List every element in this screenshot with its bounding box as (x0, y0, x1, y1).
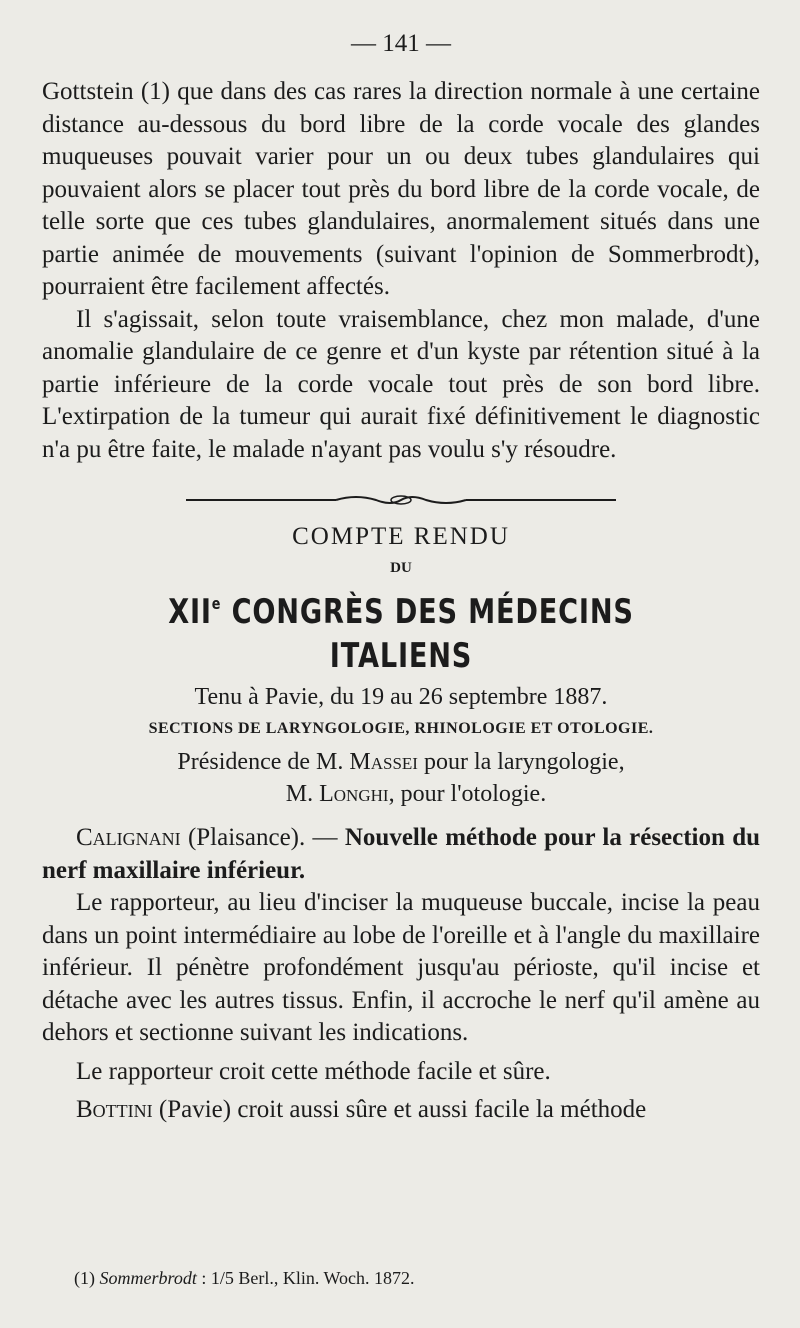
calignani-body-2: Le rapporteur croit cette méthode facile et sûre. (76, 1057, 551, 1085)
calignani-body-1: Le rapporteur, au lieu d'inciser la muqueuse buccale, incise la peau dans un point intermédiaire au lobe de l'oreille et à l'angle du maxillaire inférieur. Il pénètre profondément jusqu'au périoste, qu'il incise et détache avec les autres tissus. Enfin, il accroche le nerf qu'il amène au dehors et sectionne suivant les indications. (42, 889, 760, 1046)
heading-congres (114, 582, 688, 678)
bottini-paragraph: Bottini (Pavie) croit aussi sûre et aussi facile la méthode (76, 1096, 647, 1123)
heading-compte-rendu: COMPTE RENDU (292, 523, 510, 550)
heading-du: DU (390, 560, 412, 576)
congres-title: CONGRÈS DES MÉDECINS ITALIENS (221, 592, 634, 676)
presidence-name-massei: Massei (349, 749, 418, 775)
ornament-divider (186, 492, 616, 508)
presidence-name-longhi: Longhi (319, 781, 389, 807)
footnote: (1) Sommerbrodt : 1/5 Berl., Klin. Woch. 1872. (74, 1268, 415, 1288)
calignani-author: Calignani (76, 824, 181, 851)
page-number: — 141 — (351, 30, 451, 57)
presidence-line-1: Présidence de M. Massei pour la laryngologie, (177, 749, 625, 775)
second-paragraph: Il s'agissait, selon toute vraisemblance, chez mon malade, d'une anomalie glandulaire de ce genre et d'un kyste par rétention situé à la partie inférieure de la corde vocale tout près de son bord libre. L'extirpation de la tumeur qui aurait fixé définitivement le diagnostic n'a pu être faite, le malade n'ayant pas voulu s'y résoudre. (42, 305, 760, 463)
congres-sup: e (211, 594, 222, 613)
congress-date-line: Tenu à Pavie, du 19 au 26 septembre 1887. (194, 684, 608, 710)
calignani-heading: Calignani (Plaisance). — Nouvelle méthode pour la résection du nerf maxillaire inférieur. (42, 824, 761, 884)
sections-line: SECTIONS DE LARYNGOLOGIE, RHINOLOGIE ET OTOLOGIE. (148, 720, 654, 737)
footnote-author: Sommerbrodt (99, 1268, 197, 1288)
presidence-line-2: M. Longhi, pour l'otologie. (285, 781, 547, 807)
intro-paragraph: Gottstein (1) que dans des cas rares la direction normale à une certaine distance au-dessous du bord libre de la corde vocale des glandes muqueuses pouvait varier pour un ou deux tubes glandulaires qui pouvaient alors se placer tout près du bord libre de la corde vocale, de telle sorte que ces tubes glandulaires, anormalement situés dans une partie animée de mouvements (suivant l'opinion de Sommerbrodt), pourraient être facilement affectés. (42, 78, 760, 300)
bottini-author: Bottini (76, 1096, 153, 1123)
congres-prefix: XII (168, 592, 212, 632)
calignani-title: Nouvelle méthode pour la résection du nerf maxillaire inférieur. (42, 824, 761, 884)
